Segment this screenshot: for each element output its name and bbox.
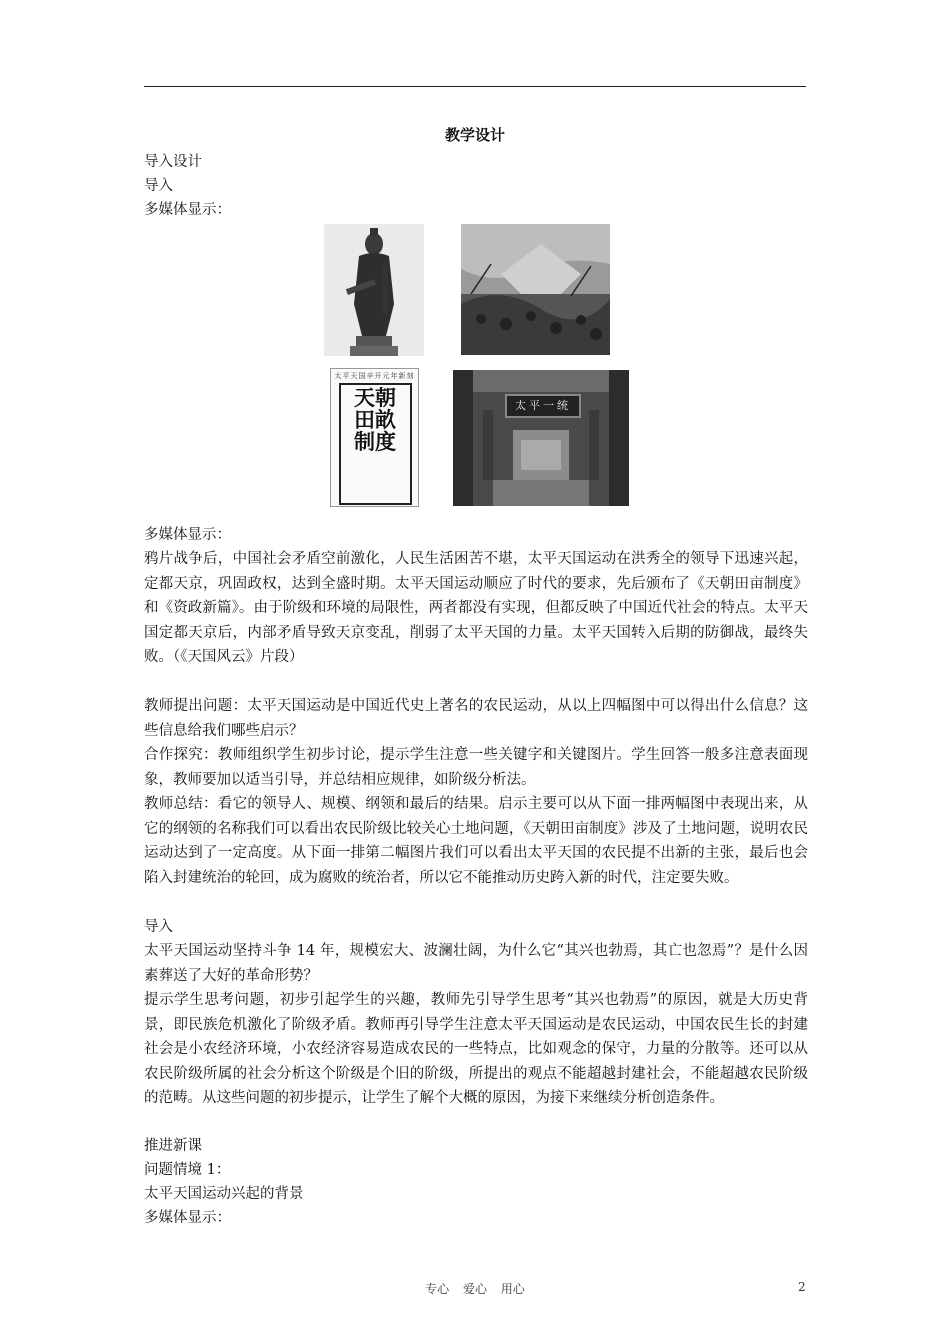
heading-new-lesson: 推进新课 — [144, 1138, 202, 1154]
paragraph-hint: 提示学生思考问题，初步引起学生的兴趣，教师先引导学生思考“其兴也勃焉”的原因，就是大历史背景，即民族危机激化了阶级矛盾。教师再引导学生注意太平天国运动是农民运动，中国农民生长的封建社会是小农经济环境，小农经济容易造成农民的一些特点，比如观念的保守，力量的分散等。还可以从农民阶级所属的社会分析这个阶级是个旧的阶级，所提出的观点不能超越封建社会，不能超越农民阶级的范畴。从这些问题的初步提示，让学生了解个大概的原因，为接下来继续分析创造条件。 — [144, 992, 808, 1106]
heading-daoru-2: 导入 — [144, 919, 173, 935]
paragraph-cooperative-inquiry: 合作探究：教师组织学生初步讨论，提示学生注意一些关键字和关键图片。学生回答一般多注意表面现象，教师要加以适当引导，并总结相应规律，如阶级分析法。 — [144, 747, 808, 788]
page-number: 2 — [798, 1280, 806, 1294]
tianchao-book-cover — [330, 368, 419, 507]
throne-photo — [453, 370, 629, 506]
heading-daoru-sheji: 导入设计 — [144, 154, 202, 170]
label-multimedia: 多媒体显示： — [144, 202, 231, 218]
statue-photo — [324, 224, 424, 356]
header-rule — [144, 86, 806, 87]
label-multimedia-3: 多媒体显示： — [144, 1210, 231, 1226]
label-multimedia-2: 多媒体显示： — [144, 527, 231, 543]
paragraph-teacher-question: 教师提出问题：太平天国运动是中国近代史上著名的农民运动，从以上四幅图中可以得出什么信息？这些信息给我们哪些启示？ — [144, 698, 808, 739]
paragraph-teacher-summary: 教师总结：看它的领导人、规模、纲领和最后的结果。启示主要可以从下面一排两幅图中表现出来，从它的纲领的名称我们可以看出农民阶级比较关心土地问题，《天朝田亩制度》涉及了土地问题，说明农民运动达到了一定高度。从下面一排第二幅图片我们可以看出太平天国的农民提不出新的主张，最后也会陷入封建统治的轮回，成为腐败的统治者，所以它不能推动历史跨入新的时代，注定要失败。 — [144, 796, 808, 886]
battle-painting — [461, 224, 610, 355]
heading-scenario-1: 问题情境 1： — [144, 1162, 231, 1178]
throne-plaque: 太平一统 — [505, 394, 581, 418]
heading-scenario-topic: 太平天国运动兴起的背景 — [144, 1186, 304, 1202]
heading-daoru: 导入 — [144, 178, 173, 194]
footer-motto: 专心 爱心 用心 — [425, 1282, 525, 1296]
book-cover-title: 天朝田畝制度 — [354, 385, 396, 454]
page-title: 教学设计 — [444, 126, 505, 144]
paragraph-background: 鸦片战争后，中国社会矛盾空前激化，人民生活困苦不堪，太平天国运动在洪秀全的领导下迅速兴起，定都天京，巩固政权，达到全盛时期。太平天国运动顺应了时代的要求，先后颁布了《天朝田亩制度》和《资政新篇》。由于阶级和环境的局限性，两者都没有实现，但都反映了中国近代社会的特点。太平天国定都天京后，内部矛盾导致天京变乱，削弱了太平天国的力量。太平天国转入后期的防御战，最终失败。（《天国风云》片段） — [144, 551, 808, 665]
book-cover-small-label: 太平天国辛开元年新刻 — [334, 372, 415, 380]
paragraph-question: 太平天国运动坚持斗争 14 年，规模宏大、波澜壮阔，为什么它“其兴也勃焉，其亡也忽焉”？是什么因素葬送了大好的革命形势？ — [144, 943, 808, 984]
